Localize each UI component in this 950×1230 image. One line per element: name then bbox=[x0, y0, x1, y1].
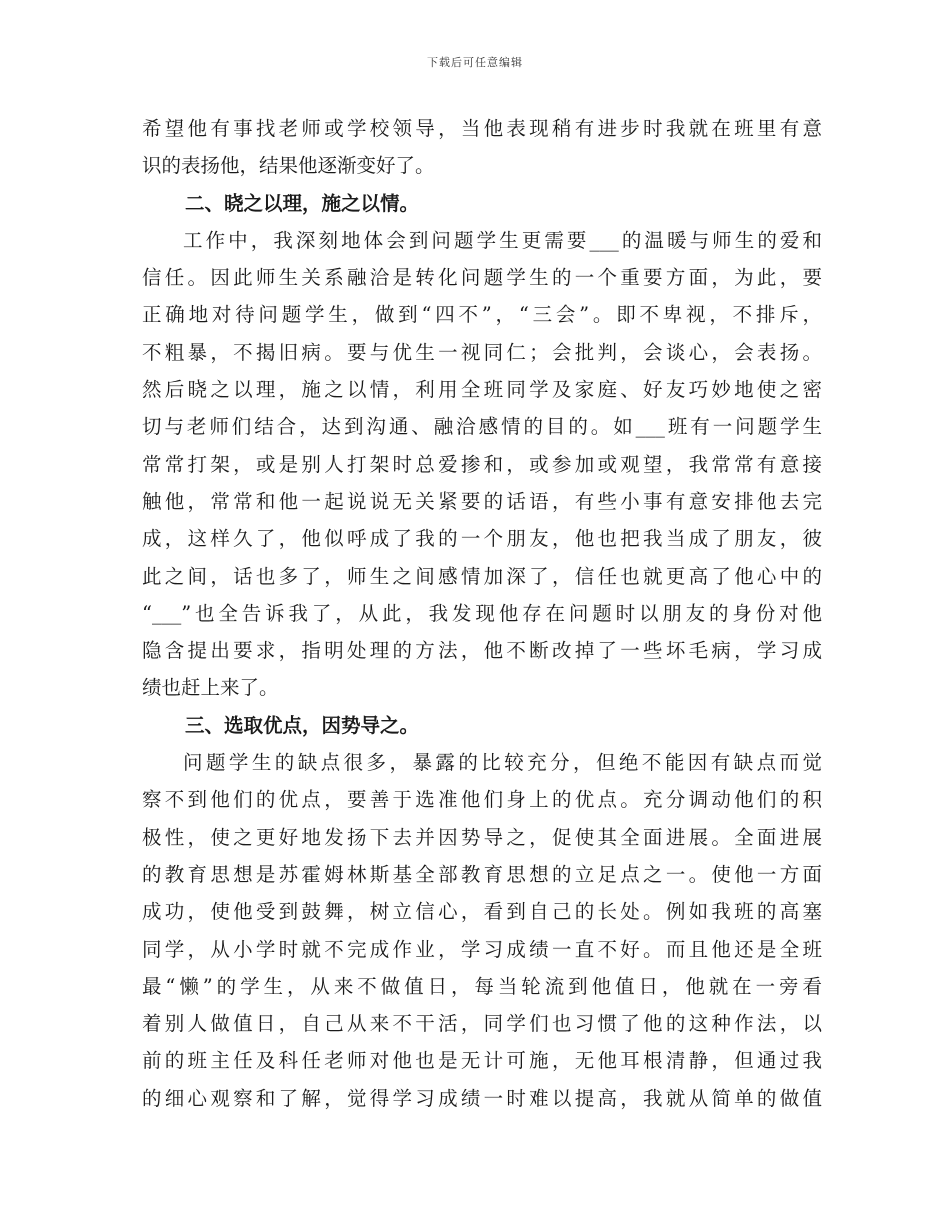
text-line: 问题学生的缺点很多，暴露的比较充分，但绝不能因有缺点而觉 bbox=[183, 751, 822, 775]
text-line: 绩也赶上来了。 bbox=[142, 676, 279, 700]
section-heading: 三、选取优点，因势导之。 bbox=[185, 713, 420, 737]
text-line: 然后晓之以理，施之以情，利用全班同学及家庭、好友巧妙地使之密 bbox=[142, 378, 822, 402]
text-line: 识的表扬他，结果他逐渐变好了。 bbox=[142, 154, 435, 178]
text-line: 触他，常常和他一起说说无关紧要的话语，有些小事有意安排他去完 bbox=[142, 489, 822, 513]
text-line: 希望他有事找老师或学校领导，当他表现稍有进步时我就在班里有意 bbox=[142, 117, 822, 140]
text-line: 成功，使他受到鼓舞，树立信心，看到自己的长处。例如我班的高塞 bbox=[142, 900, 822, 924]
text-line: “___”也全告诉我了，从此，我发现他存在问题时以朋友的身份对他 bbox=[142, 601, 822, 625]
text-line: 极性，使之更好地发扬下去并因势导之，促使其全面进展。全面进展 bbox=[142, 825, 822, 849]
text-line: 切与老师们结合，达到沟通、融洽感情的目的。如___班有一问题学生 bbox=[142, 415, 822, 439]
text-line: 不粗暴，不揭旧病。要与优生一视同仁；会批判，会谈心，会表扬。 bbox=[142, 340, 822, 364]
text-line: 的教育思想是苏霍姆林斯基全部教育思想的立足点之一。使他一方面 bbox=[142, 862, 822, 886]
text-line: 隐含提出要求，指明处理的方法，他不断改掉了一些坏毛病，学习成 bbox=[142, 639, 822, 663]
text-line: 信任。因此师生关系融洽是转化问题学生的一个重要方面，为此，要 bbox=[142, 266, 822, 290]
text-line: 常常打架，或是别人打架时总爱掺和，或参加或观望，我常常有意接 bbox=[142, 452, 822, 476]
text-line: 同学，从小学时就不完成作业，学习成绩一直不好。而且他还是全班 bbox=[142, 937, 822, 961]
text-line: 此之间，话也多了，师生之间感情加深了，信任也就更高了他心中的 bbox=[142, 564, 822, 588]
text-line: 前的班主任及科任老师对他也是无计可施，无他耳根清静，但通过我 bbox=[142, 1049, 822, 1073]
text-line: 最“懒”的学生，从来不做值日，每当轮流到他值日，他就在一旁看 bbox=[142, 974, 822, 998]
text-line: 的细心观察和了解，觉得学习成绩一时难以提高，我就从简单的做值 bbox=[142, 1086, 822, 1110]
text-line: 着别人做值日，自己从来不干活，同学们也习惯了他的这种作法，以 bbox=[142, 1012, 822, 1036]
page-header: 下载后可任意编辑 bbox=[427, 56, 523, 69]
section-heading: 二、晓之以理，施之以情。 bbox=[185, 191, 420, 215]
text-line: 成，这样久了，他似呼成了我的一个朋友，他也把我当成了朋友，彼 bbox=[142, 527, 822, 551]
text-line: 察不到他们的优点，要善于选准他们身上的优点。充分调动他们的积 bbox=[142, 788, 822, 812]
text-line: 工作中，我深刻地体会到问题学生更需要___的温暖与师生的爱和 bbox=[183, 228, 822, 252]
document-body bbox=[142, 110, 822, 1117]
text-line: 正确地对待问题学生，做到“四不”，“三会”。即不卑视，不排斥， bbox=[142, 303, 822, 327]
